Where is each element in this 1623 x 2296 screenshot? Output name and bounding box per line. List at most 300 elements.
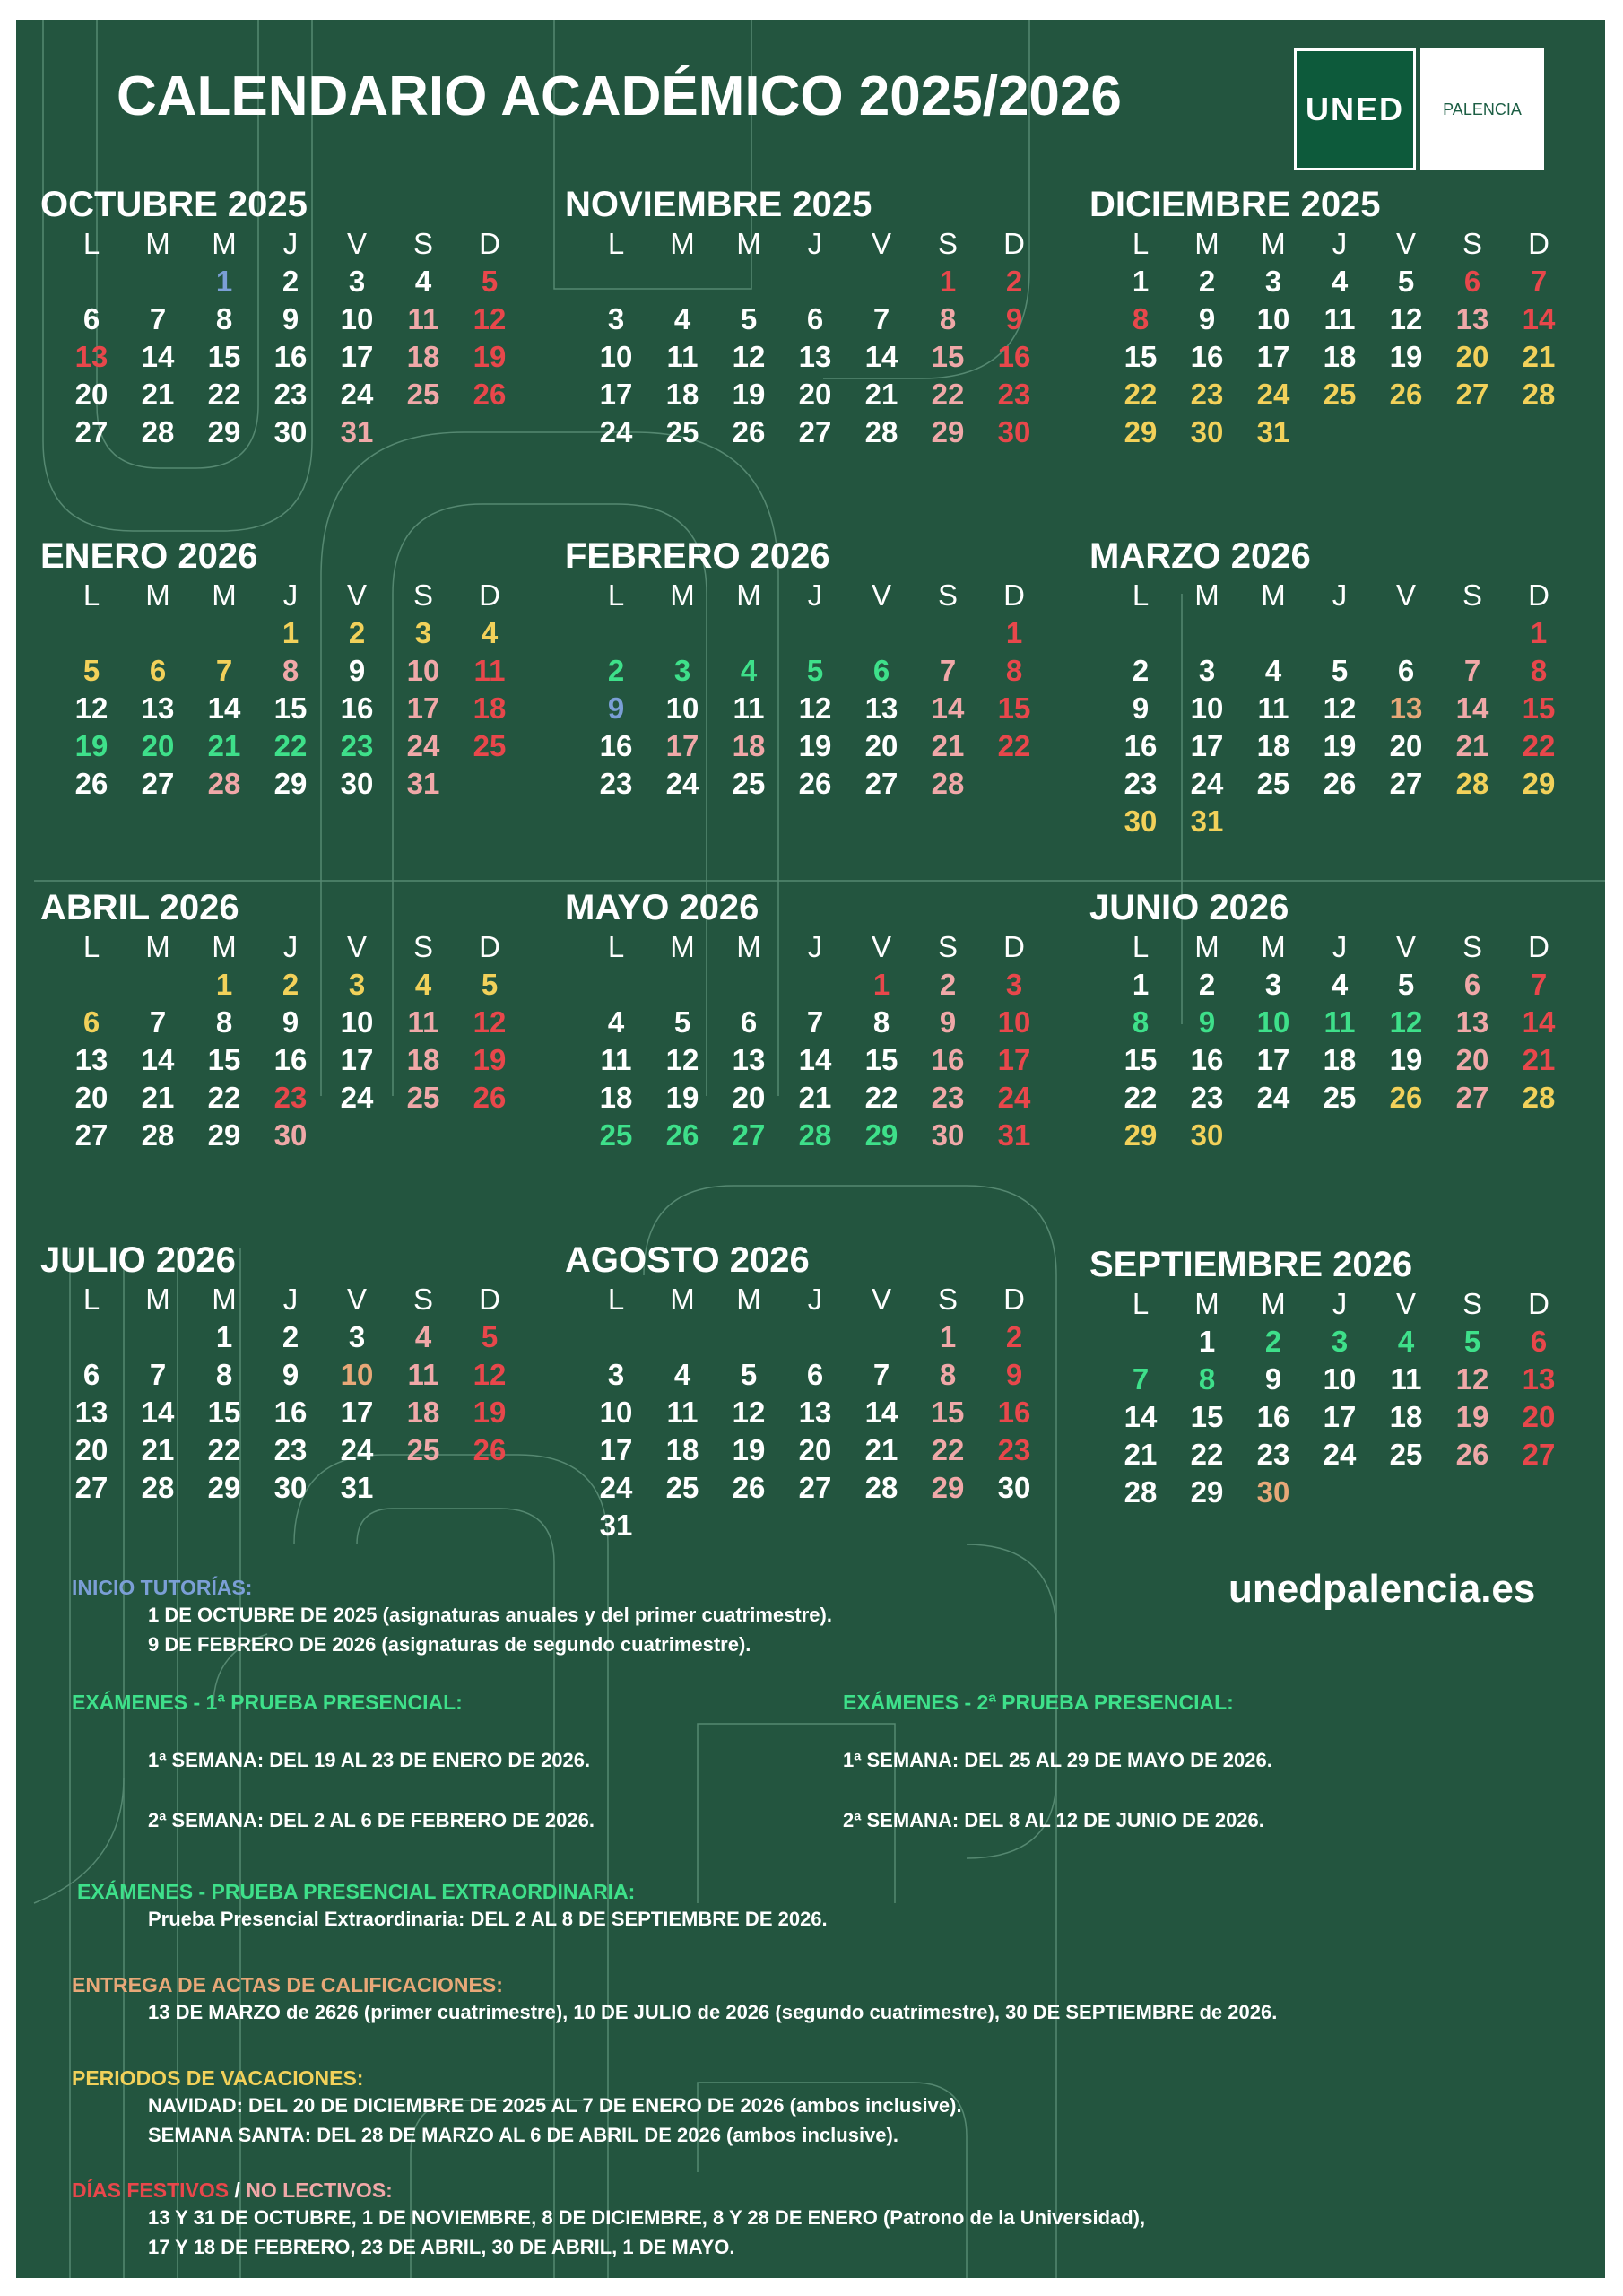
day-cell: 29: [1522, 767, 1556, 800]
month-title: FEBRERO 2026: [565, 536, 830, 576]
day-cell: 30: [1256, 1475, 1290, 1509]
day-cell: 5: [1397, 265, 1415, 298]
day-cell: 29: [931, 415, 965, 448]
day-cell: 27: [141, 767, 175, 800]
month-title: AGOSTO 2026: [565, 1240, 810, 1280]
day-cell: 5: [673, 1005, 691, 1039]
day-cell: 10: [665, 691, 699, 725]
weekday-header: D: [1003, 578, 1025, 612]
empty-cell: [1107, 1323, 1174, 1361]
month-calendar: [40, 184, 542, 451]
day-cell: 2: [282, 968, 299, 1001]
day-cell: 1: [1132, 968, 1150, 1001]
day-cell: 20: [864, 729, 898, 762]
day-cell: 11: [407, 302, 439, 335]
day-grid: [583, 1281, 1067, 1544]
day-cell: 26: [732, 415, 766, 448]
empty-cell: [58, 614, 125, 652]
section-extraordinaria: [77, 1880, 828, 1934]
day-cell: 9: [1264, 1362, 1282, 1396]
day-cell: 24: [340, 378, 374, 411]
heading-festivos: DÍAS FESTIVOS: [72, 2179, 230, 2202]
day-cell: 1: [215, 968, 233, 1001]
month-title: SEPTIEMBRE 2026: [1089, 1245, 1413, 1284]
day-cell: 17: [997, 1043, 1031, 1076]
weekday-header: V: [346, 578, 367, 612]
day-cell: 6: [82, 302, 100, 335]
day-cell: 1: [1198, 1325, 1216, 1358]
weekday-header: S: [412, 578, 433, 612]
day-cell: 19: [1323, 729, 1357, 762]
day-cell: 20: [74, 1433, 108, 1466]
day-cell: 12: [473, 1358, 507, 1391]
day-cell: 21: [864, 378, 898, 411]
day-cell: 5: [740, 302, 758, 335]
day-cell: 23: [599, 767, 633, 800]
weekday-header: M: [1261, 930, 1286, 963]
day-grid: [583, 225, 1067, 451]
month-calendar: [40, 535, 542, 803]
day-cell: 25: [1256, 767, 1290, 800]
day-cell: 24: [665, 767, 699, 800]
day-cell: 8: [1132, 302, 1150, 335]
day-cell: 22: [1124, 1081, 1158, 1114]
day-cell: 6: [806, 302, 824, 335]
day-cell: 9: [1005, 1358, 1023, 1391]
day-cell: 11: [1324, 302, 1356, 335]
day-cell: 23: [1124, 767, 1158, 800]
day-cell: 12: [665, 1043, 699, 1076]
day-cell: 28: [141, 415, 175, 448]
day-cell: 24: [599, 1471, 633, 1504]
day-cell: 5: [806, 654, 824, 687]
weekday-header: S: [412, 930, 433, 963]
day-cell: 16: [931, 1043, 965, 1076]
day-cell: 1: [939, 265, 957, 298]
day-cell: 10: [1256, 302, 1290, 335]
day-cell: 29: [273, 767, 308, 800]
month-title: JUNIO 2026: [1089, 888, 1289, 927]
section-heading: EXÁMENES - 1ª PRUEBA PRESENCIAL:: [72, 1691, 463, 1714]
day-cell: 7: [1463, 654, 1481, 687]
day-cell: 22: [1522, 729, 1556, 762]
day-cell: 17: [599, 1433, 633, 1466]
day-cell: 18: [732, 729, 766, 762]
weekday-header: M: [145, 1283, 170, 1316]
day-grid: [58, 1281, 542, 1507]
weekday-header: D: [479, 227, 500, 260]
day-cell: 9: [607, 691, 625, 725]
weekday-header: J: [807, 578, 823, 612]
day-cell: 26: [732, 1471, 766, 1504]
day-cell: 25: [406, 1081, 440, 1114]
weekday-header: S: [937, 1283, 958, 1316]
day-cell: 28: [931, 767, 965, 800]
day-cell: 13: [74, 1396, 108, 1429]
weekday-header: J: [807, 1283, 823, 1316]
day-cell: 7: [872, 302, 890, 335]
website-link[interactable]: unedpalencia.es: [1228, 1567, 1536, 1611]
day-cell: 5: [481, 265, 499, 298]
day-cell: 27: [74, 1471, 108, 1504]
day-cell: 19: [74, 729, 108, 762]
empty-cell: [716, 966, 782, 1004]
section-heading: PERIODOS DE VACACIONES:: [72, 2066, 364, 2090]
day-cell: 4: [607, 1005, 625, 1039]
info-line: 13 Y 31 DE OCTUBRE, 1 DE NOVIEMBRE, 8 DE DICIEMBRE, 8 Y 28 DE ENERO (Patrono de la Universidad),: [148, 2206, 1146, 2229]
day-cell: 27: [864, 767, 898, 800]
day-cell: 22: [931, 378, 965, 411]
day-cell: 7: [1530, 265, 1548, 298]
day-cell: 8: [939, 302, 957, 335]
info-line: 1 DE OCTUBRE DE 2025 (asignaturas anuales y del primer cuatrimestre).: [148, 1604, 832, 1626]
weekday-header: D: [1528, 1287, 1549, 1320]
info-line: 2ª SEMANA: DEL 8 AL 12 DE JUNIO DE 2026.: [843, 1809, 1264, 1831]
day-cell: 12: [732, 1396, 766, 1429]
day-cell: 30: [273, 415, 308, 448]
day-cell: 10: [997, 1005, 1031, 1039]
day-cell: 22: [864, 1081, 898, 1114]
section-entrega-actas: [72, 1973, 1277, 2027]
empty-cell: [125, 614, 191, 652]
day-cell: 3: [1005, 968, 1023, 1001]
empty-cell: [58, 966, 125, 1004]
day-cell: 19: [1389, 340, 1423, 373]
day-cell: 13: [74, 340, 108, 373]
day-cell: 19: [732, 1433, 766, 1466]
day-cell: 15: [207, 340, 241, 373]
day-cell: 23: [273, 1433, 308, 1466]
day-cell: 24: [599, 415, 633, 448]
weekday-header: M: [736, 1283, 761, 1316]
weekday-header: M: [1194, 930, 1219, 963]
weekday-header: J: [282, 227, 299, 260]
section-vacaciones: [72, 2066, 962, 2150]
day-cell: 25: [406, 378, 440, 411]
weekday-header: S: [1462, 227, 1482, 260]
day-cell: 24: [1256, 378, 1290, 411]
weekday-header: L: [607, 578, 625, 612]
day-cell: 3: [673, 654, 691, 687]
day-cell: 27: [798, 415, 832, 448]
day-cell: 6: [1397, 654, 1415, 687]
day-cell: 11: [666, 340, 699, 373]
day-cell: 14: [141, 1396, 175, 1429]
day-cell: 9: [939, 1005, 957, 1039]
empty-cell: [1240, 614, 1306, 652]
weekday-header: V: [871, 227, 891, 260]
day-cell: 28: [1455, 767, 1489, 800]
day-cell: 29: [207, 1471, 241, 1504]
day-cell: 10: [599, 1396, 633, 1429]
day-cell: 4: [673, 1358, 691, 1391]
info-line: 17 Y 18 DE FEBRERO, 23 DE ABRIL, 30 DE ABRIL, 1 DE MAYO.: [148, 2236, 735, 2258]
day-cell: 2: [607, 654, 625, 687]
day-cell: 21: [798, 1081, 832, 1114]
day-cell: 5: [481, 968, 499, 1001]
day-cell: 14: [1522, 302, 1556, 335]
day-cell: 18: [406, 1396, 440, 1429]
day-cell: 30: [273, 1471, 308, 1504]
empty-cell: [1439, 614, 1506, 652]
day-cell: 31: [340, 415, 374, 448]
weekday-header: S: [1462, 1287, 1482, 1320]
day-cell: 20: [1455, 1043, 1489, 1076]
day-cell: 28: [207, 767, 241, 800]
day-cell: 21: [1522, 1043, 1556, 1076]
day-cell: 3: [348, 968, 366, 1001]
day-cell: 10: [1323, 1362, 1357, 1396]
day-cell: 26: [1455, 1438, 1489, 1471]
empty-cell: [782, 263, 848, 300]
day-cell: 9: [282, 1005, 299, 1039]
day-cell: 2: [1198, 265, 1216, 298]
month-title: JULIO 2026: [40, 1240, 236, 1280]
day-cell: 2: [1132, 654, 1150, 687]
day-grid: [58, 928, 542, 1154]
day-cell: 5: [82, 654, 100, 687]
day-grid: [1107, 1285, 1592, 1511]
day-cell: 11: [1324, 1005, 1356, 1039]
day-grid: [58, 225, 542, 451]
empty-cell: [125, 966, 191, 1004]
day-grid: [1107, 225, 1592, 451]
weekday-header: M: [1194, 578, 1219, 612]
day-cell: 10: [406, 654, 440, 687]
month-title: OCTUBRE 2025: [40, 185, 308, 224]
day-cell: 4: [740, 654, 758, 687]
day-cell: 30: [931, 1118, 965, 1152]
day-cell: 3: [348, 265, 366, 298]
day-cell: 8: [282, 654, 299, 687]
day-cell: 18: [473, 691, 507, 725]
weekday-header: J: [282, 930, 299, 963]
weekday-header: M: [145, 227, 170, 260]
day-cell: 11: [407, 1358, 439, 1391]
day-cell: 6: [82, 1005, 100, 1039]
day-cell: 21: [931, 729, 965, 762]
section-festivos: [72, 2179, 1145, 2262]
day-cell: 23: [997, 1433, 1031, 1466]
day-cell: 11: [473, 654, 506, 687]
weekday-header: L: [607, 227, 625, 260]
day-cell: 8: [215, 1005, 233, 1039]
day-cell: 8: [872, 1005, 890, 1039]
day-cell: 31: [1190, 804, 1224, 838]
weekday-header: D: [1528, 930, 1549, 963]
day-cell: 6: [1463, 968, 1481, 1001]
day-cell: 8: [939, 1358, 957, 1391]
weekday-header: S: [937, 578, 958, 612]
empty-cell: [848, 614, 915, 652]
day-cell: 21: [141, 1081, 175, 1114]
weekday-header: J: [1332, 930, 1348, 963]
empty-cell: [583, 1318, 649, 1356]
month-title: ENERO 2026: [40, 536, 258, 576]
day-cell: 4: [414, 265, 432, 298]
day-cell: 20: [1455, 340, 1489, 373]
weekday-header: D: [1528, 578, 1549, 612]
weekday-header: M: [212, 227, 237, 260]
day-cell: 28: [141, 1471, 175, 1504]
day-cell: 23: [1190, 378, 1224, 411]
day-cell: 17: [340, 1396, 374, 1429]
weekday-header: L: [607, 930, 625, 963]
day-cell: 7: [215, 654, 233, 687]
month-title: MARZO 2026: [1089, 536, 1311, 576]
day-cell: 20: [732, 1081, 766, 1114]
weekday-header: M: [212, 1283, 237, 1316]
day-cell: 26: [473, 378, 507, 411]
day-cell: 3: [607, 302, 625, 335]
month-title: ABRIL 2026: [40, 888, 239, 927]
day-cell: 27: [74, 1118, 108, 1152]
day-cell: 18: [406, 1043, 440, 1076]
day-cell: 13: [732, 1043, 766, 1076]
weekday-header: J: [1332, 578, 1348, 612]
day-grid: [583, 577, 1067, 803]
day-cell: 6: [1463, 265, 1481, 298]
weekday-header: J: [1332, 1287, 1348, 1320]
section-heading: INICIO TUTORÍAS:: [72, 1576, 253, 1599]
day-cell: 21: [141, 1433, 175, 1466]
day-cell: 20: [141, 729, 175, 762]
weekday-header: L: [607, 1283, 625, 1316]
day-cell: 26: [798, 767, 832, 800]
month-calendar: [565, 535, 1067, 803]
empty-cell: [848, 1318, 915, 1356]
weekday-header: S: [1462, 930, 1482, 963]
day-cell: 20: [74, 1081, 108, 1114]
weekday-header: L: [1132, 1287, 1150, 1320]
day-cell: 20: [74, 378, 108, 411]
weekday-header: S: [1462, 578, 1482, 612]
day-cell: 30: [1190, 1118, 1224, 1152]
day-cell: 21: [864, 1433, 898, 1466]
empty-cell: [58, 1318, 125, 1356]
day-cell: 25: [732, 767, 766, 800]
day-cell: 9: [1005, 302, 1023, 335]
day-cell: 13: [1455, 1005, 1489, 1039]
day-cell: 26: [1389, 378, 1423, 411]
weekday-header: L: [1132, 578, 1150, 612]
day-cell: 2: [1005, 1320, 1023, 1353]
day-cell: 3: [1264, 968, 1282, 1001]
day-cell: 27: [74, 415, 108, 448]
day-cell: 17: [599, 378, 633, 411]
day-cell: 13: [141, 691, 175, 725]
day-cell: 8: [215, 1358, 233, 1391]
month-title: DICIEMBRE 2025: [1089, 185, 1381, 224]
day-cell: 29: [1124, 1118, 1158, 1152]
weekday-header: D: [1003, 227, 1025, 260]
day-cell: 25: [665, 415, 699, 448]
empty-cell: [1306, 614, 1373, 652]
day-cell: 9: [1198, 302, 1216, 335]
month-calendar: [1089, 184, 1592, 451]
day-cell: 29: [1124, 415, 1158, 448]
weekday-header: S: [412, 227, 433, 260]
day-cell: 13: [798, 1396, 832, 1429]
page-title: CALENDARIO ACADÉMICO 2025/2026: [117, 65, 1122, 127]
day-cell: 15: [931, 340, 965, 373]
day-cell: 22: [207, 378, 241, 411]
weekday-header: M: [212, 930, 237, 963]
calendar-poster: [16, 20, 1605, 2278]
day-cell: 14: [1522, 1005, 1556, 1039]
day-cell: 25: [1323, 1081, 1357, 1114]
day-cell: 7: [806, 1005, 824, 1039]
empty-cell: [782, 1318, 848, 1356]
info-line: 1ª SEMANA: DEL 25 AL 29 DE MAYO DE 2026.: [843, 1749, 1272, 1771]
day-cell: 6: [740, 1005, 758, 1039]
weekday-header: M: [1261, 227, 1286, 260]
weekday-header: V: [1395, 1287, 1416, 1320]
day-cell: 16: [273, 340, 308, 373]
day-cell: 4: [673, 302, 691, 335]
day-cell: 7: [149, 1358, 167, 1391]
weekday-header: J: [282, 1283, 299, 1316]
day-cell: 11: [1390, 1362, 1422, 1396]
empty-cell: [191, 614, 257, 652]
weekday-header: J: [807, 930, 823, 963]
day-cell: 3: [348, 1320, 366, 1353]
empty-cell: [583, 263, 649, 300]
info-line: 9 DE FEBRERO DE 2026 (asignaturas de segundo cuatrimestre).: [148, 1633, 751, 1656]
weekday-header: M: [1194, 227, 1219, 260]
day-cell: 28: [1522, 378, 1556, 411]
day-cell: 16: [1190, 1043, 1224, 1076]
weekday-header: L: [1132, 930, 1150, 963]
section-heading: EXÁMENES - 2ª PRUEBA PRESENCIAL:: [843, 1691, 1234, 1714]
day-cell: 2: [1005, 265, 1023, 298]
empty-cell: [125, 1318, 191, 1356]
day-cell: 9: [282, 1358, 299, 1391]
empty-cell: [583, 614, 649, 652]
day-cell: 20: [798, 378, 832, 411]
day-cell: 4: [1331, 968, 1349, 1001]
day-cell: 29: [864, 1118, 898, 1152]
day-cell: 13: [1389, 691, 1423, 725]
day-cell: 4: [481, 616, 499, 649]
day-cell: 17: [1190, 729, 1224, 762]
day-cell: 8: [1005, 654, 1023, 687]
day-cell: 24: [1323, 1438, 1357, 1471]
day-cell: 5: [481, 1320, 499, 1353]
day-cell: 12: [1323, 691, 1357, 725]
weekday-header: L: [82, 1283, 100, 1316]
empty-cell: [125, 263, 191, 300]
day-cell: 10: [599, 340, 633, 373]
day-grid: [1107, 577, 1592, 840]
day-cell: 21: [207, 729, 241, 762]
day-cell: 22: [207, 1081, 241, 1114]
weekday-header: M: [145, 578, 170, 612]
info-line: 1ª SEMANA: DEL 19 AL 23 DE ENERO DE 2026.: [148, 1749, 591, 1771]
day-cell: 23: [997, 378, 1031, 411]
empty-cell: [1107, 614, 1174, 652]
day-cell: 21: [1455, 729, 1489, 762]
day-cell: 14: [1455, 691, 1489, 725]
month-calendar: [1089, 887, 1592, 1154]
empty-cell: [649, 614, 716, 652]
day-cell: 18: [665, 378, 699, 411]
section-heading: ENTREGA DE ACTAS DE CALIFICACIONES:: [72, 1973, 503, 1996]
weekday-header: V: [346, 930, 367, 963]
weekday-header: D: [1003, 1283, 1025, 1316]
day-grid: [58, 577, 542, 803]
empty-cell: [848, 263, 915, 300]
